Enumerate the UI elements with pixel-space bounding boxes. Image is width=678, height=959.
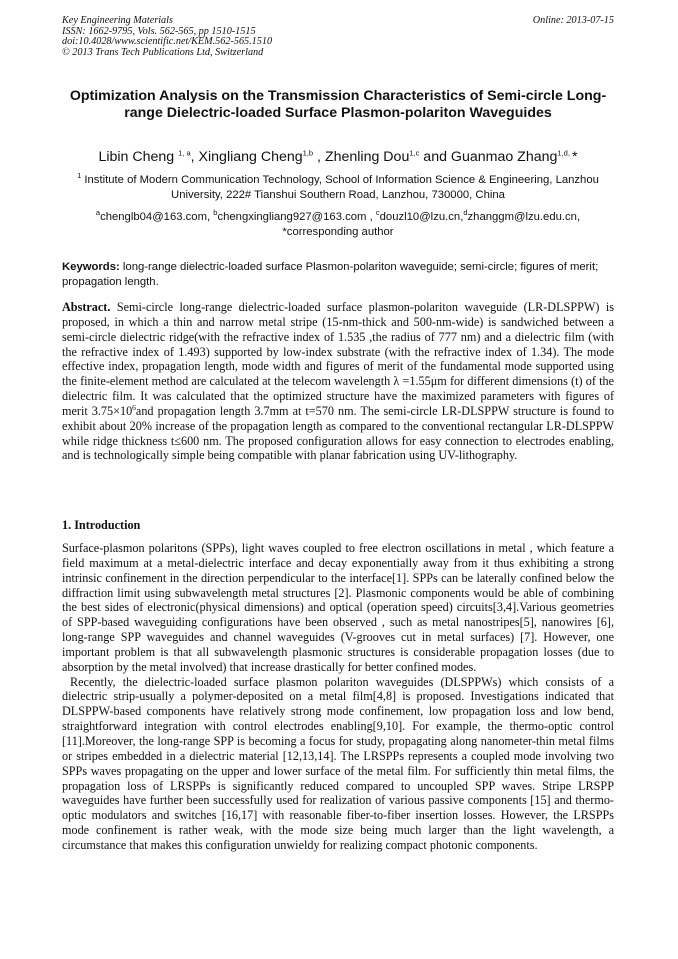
affiliation xyxy=(62,173,614,203)
email-address: douzl10@lzu.cn, xyxy=(379,211,464,223)
author-affil-mark: 1, a xyxy=(178,148,191,158)
email-address: zhanggm@lzu.edu.cn, xyxy=(467,211,581,223)
copyright-line: © 2013 Trans Tech Publications Ltd, Switzerland xyxy=(62,46,264,58)
corresponding-author-note: *corresponding author xyxy=(282,226,394,238)
author-separator: , xyxy=(190,149,199,165)
abstract-text-continued: and propagation length 3.7mm at t=570 nm. The semi-circle LR-DLSPPW structure is found to exhibit about 20% increase of the propagation length as compared to the conventional rectangular LR-DLSPPW while ridge thickness t≤600 nm. The proposed configuration allows for easy connection to electrodes enabling, and is technologically simple being compatible with planar fabrication using UV-lithography. xyxy=(62,403,615,463)
email-mark: d xyxy=(463,208,468,218)
author-separator: , xyxy=(313,149,325,165)
email-address: chengxingliang927@163.com , xyxy=(217,211,376,223)
author-name: Guanmao Zhang xyxy=(450,149,558,165)
section-heading-introduction: 1. Introduction xyxy=(62,518,141,532)
journal-name: Key Engineering Materials xyxy=(62,15,173,26)
issn-line: ISSN: 1662-9795, Vols. 562-565, pp 1510-1515 xyxy=(62,25,256,37)
author-list xyxy=(62,149,614,166)
paragraph: Surface-plasmon polaritons (SPPs), light waves coupled to free electron oscillations in metal , which feature a field maximum at a metal-dielectric interface and decay exponentially away from it thus exhibiting a strong intrinsic confinement in the direction perpendicular to the interface[1]. SPPs can be laterally confined below the diffraction limit using subwavelength metal structures [2]. Plasmonic components would be able of combining the best sides of electronic(physical dimensions) and optical (operation speed) circuits[3,4].Various geometries of SPP-based waveguiding configurations have been observed , such as metal nanostripes[5], nanowires [6], long-range SPP waveguides and channel waveguides (V-grooves cut in metal surfaces) [7]. However, one important problem is that all subwavelength plasmonic structures is considerable propagation losses (due to absorption by the metal involved) that increase drastically for better confined modes. xyxy=(62,541,614,674)
email-mark: a xyxy=(95,208,101,218)
abstract-exponent: 6 xyxy=(132,402,136,412)
corresponding-star: * xyxy=(572,149,578,165)
abstract-label: Abstract. xyxy=(62,300,111,314)
abstract xyxy=(62,300,614,463)
keywords-label: Keywords: xyxy=(62,261,120,273)
doi-line: doi:10.4028/www.scientific.net/KEM.562-565.1510 xyxy=(62,36,273,48)
paragraph: Recently, the dielectric-loaded surface plasmon polariton waveguides (DLSPPWs) which consists of a dielectric strip-usually a polymer-deposited on a metal film[4,8] is proposed. Investigations indicated that DLSPPW-based components have relatively strong mode confinement, low propagation loss and low bend, straightforward integration with control electrodes enabling[9,10]. For example, the thermo-optic control [11].Moreover, the long-range SPP is becoming a focus for study, propagating along nanometer-thin metal films or stripes embedded in a dielectric material [12,13,14]. The LRSPPs represents a coupled mode involving two SPPs waves propagating on the upper and lower surface of the metal film. For sufficiently thin metal films, the propagation loss of LRSPPs is significantly reduced compared to uncoupled SPP waves. Stripe LRSPP waveguides have further been successfully used for realization of various passive components [15] and thermo-optic modulators and switches [16,17] with reasonable fiber-to-fiber insertion losses. However, the LRSPPs mode confinement is rather weak, with the mode size being much larger than the light wavelength, a circumstance that makes this configuration unwieldy for realizing compact photonic components. xyxy=(62,674,614,852)
author-affil-mark: 1,b xyxy=(302,148,314,158)
author-separator: and xyxy=(419,149,451,165)
email-mark: b xyxy=(213,208,218,218)
email-mark: c xyxy=(375,208,380,218)
affiliation-text: Institute of Modern Communication Technology, School of Information Science & Engineering, Lanzhou University, 222# Tianshui Southern Road, Lanzhou, 730000, China xyxy=(81,174,599,201)
email-address: chenglb04@163.com, xyxy=(100,211,214,223)
journal-header xyxy=(62,16,272,58)
affiliation-mark: 1 xyxy=(77,171,82,181)
online-date: Online: 2013-07-15 xyxy=(532,15,614,26)
author-name: Zhenling Dou xyxy=(324,149,410,165)
author-name: Libin Cheng xyxy=(98,149,179,165)
author-emails xyxy=(62,210,614,240)
author-name: Xingliang Cheng xyxy=(198,149,303,165)
keywords-text: long-range dielectric-loaded surface Plasmon-polariton waveguide; semi-circle; figures of merit; propagation length. xyxy=(62,261,599,288)
keywords xyxy=(62,260,614,289)
author-affil-mark: 1,d, xyxy=(557,148,572,158)
author-affil-mark: 1,c xyxy=(409,148,420,158)
paper-title: Optimization Analysis on the Transmission Characteristics of Semi-circle Long-range Dielectric-loaded Surface Plasmon-polariton Waveguides xyxy=(69,88,607,122)
abstract-text: Semi-circle long-range dielectric-loaded surface plasmon-polariton waveguide (LR-DLSPPW) is proposed, in which a thin and narrow metal stripe (15-nm-thick and 500-nm-wide) is sandwiched between a semi-circle dielectric ridge(with the refractive index of 1.535 ,the radius of 777 nm) and a dielectric film (with the refractive index of 1.493) supported by low-index substrate (with the refractive index of 1.34). The mode effective index, propagation length, mode width and figures of merit of the fundamental mode supported using the finite-element method are calculated at the telecom wavelength λ =1.55μm for different dimensions (t) of the dielectric film. It was calculated that the optimized structure have the maximized parameters with figures of merit 3.75×10 xyxy=(62,300,614,418)
introduction-body xyxy=(62,541,614,853)
